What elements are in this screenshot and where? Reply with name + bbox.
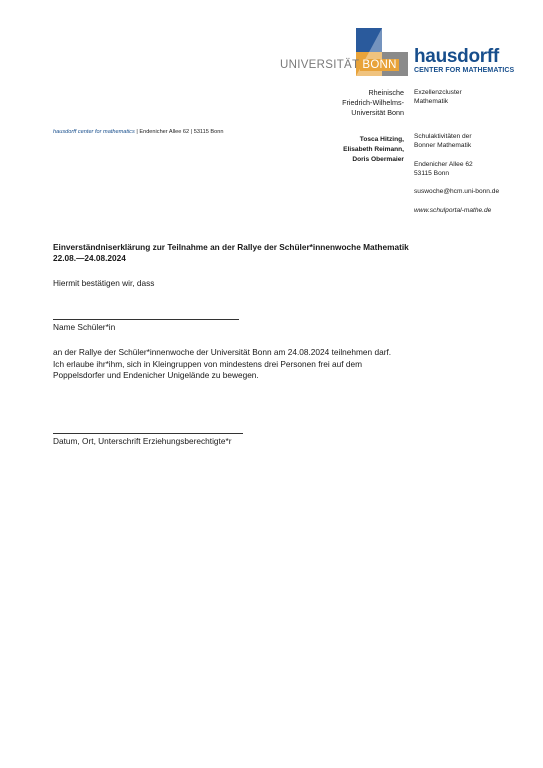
university-logo-bonn: BONN xyxy=(362,59,397,71)
hausdorff-logo-name: hausdorff xyxy=(414,46,499,67)
sender-info-column xyxy=(414,88,539,224)
document-title-line: Einverständniserklärung zur Teilnahme an der Rallye der Schüler*innenwoche Mathematik xyxy=(53,242,409,252)
cluster-line: Exzellenzcluster xyxy=(414,89,462,96)
document-title xyxy=(53,242,409,263)
document-date-range: 22.08.—24.08.2024 xyxy=(53,252,126,263)
return-address-street: Endenicher Allee 62 xyxy=(139,129,190,135)
department-block xyxy=(414,132,539,151)
return-address-brand: hausdorff center for mathematics xyxy=(53,129,135,135)
consent-statement xyxy=(53,347,391,382)
university-address-line: Friedrich-Wilhelms- xyxy=(342,98,404,107)
signer-name: Elisabeth Reimann, xyxy=(343,146,404,153)
university-logo-text xyxy=(280,59,399,71)
cluster-line: Mathematik xyxy=(414,98,449,106)
signature-label: Datum, Ort, Unterschrift Erziehungsberechtigte*r xyxy=(53,436,232,446)
signers-block xyxy=(343,135,404,165)
consent-line: Ich erlaube ihr*ihm, sich in Kleingruppen von mindestens drei Personen frei auf dem xyxy=(53,358,362,369)
return-address-city: 53115 Bonn xyxy=(193,129,224,135)
intro-text: Hiermit bestätigen wir, dass xyxy=(53,278,155,288)
department-line: Bonner Mathematik xyxy=(414,142,472,150)
consent-line: an der Rallye der Schüler*innenwoche der Universität Bonn am 24.08.2024 teilnehmen darf. xyxy=(53,347,392,357)
university-address-line: Universität Bonn xyxy=(351,108,404,117)
address-line: 53115 Bonn xyxy=(414,170,450,178)
hausdorff-logo-subtitle: CENTER FOR MATHEMATICS xyxy=(414,67,515,74)
cluster-block xyxy=(414,88,539,107)
university-logo-word: UNIVERSITÄT xyxy=(280,59,360,71)
student-name-line[interactable] xyxy=(53,319,239,320)
hausdorff-logo xyxy=(414,48,514,74)
return-address-line: hausdorff center for mathematics | Endenicher Allee 62 | 53115 Bonn xyxy=(53,129,224,135)
email-link[interactable]: suswoche@hcm.uni-bonn.de xyxy=(414,188,500,196)
signer-name: Doris Obermaier xyxy=(352,156,404,163)
department-line: Schulaktivitäten der xyxy=(414,132,472,140)
website-link[interactable]: www.schulportal-mathe.de xyxy=(414,206,492,214)
consent-line: Poppelsdorfer und Endenicher Unigelände zu bewegen. xyxy=(53,370,259,380)
university-address-line: Rheinische xyxy=(368,88,404,97)
signature-line[interactable] xyxy=(53,433,243,434)
signer-name: Tosca Hitzing, xyxy=(359,136,404,143)
university-bonn-logo xyxy=(280,28,408,76)
address-block xyxy=(414,160,539,179)
student-name-label: Name Schüler*in xyxy=(53,322,116,332)
university-address xyxy=(342,88,404,118)
address-line: Endenicher Allee 62 xyxy=(414,160,473,168)
